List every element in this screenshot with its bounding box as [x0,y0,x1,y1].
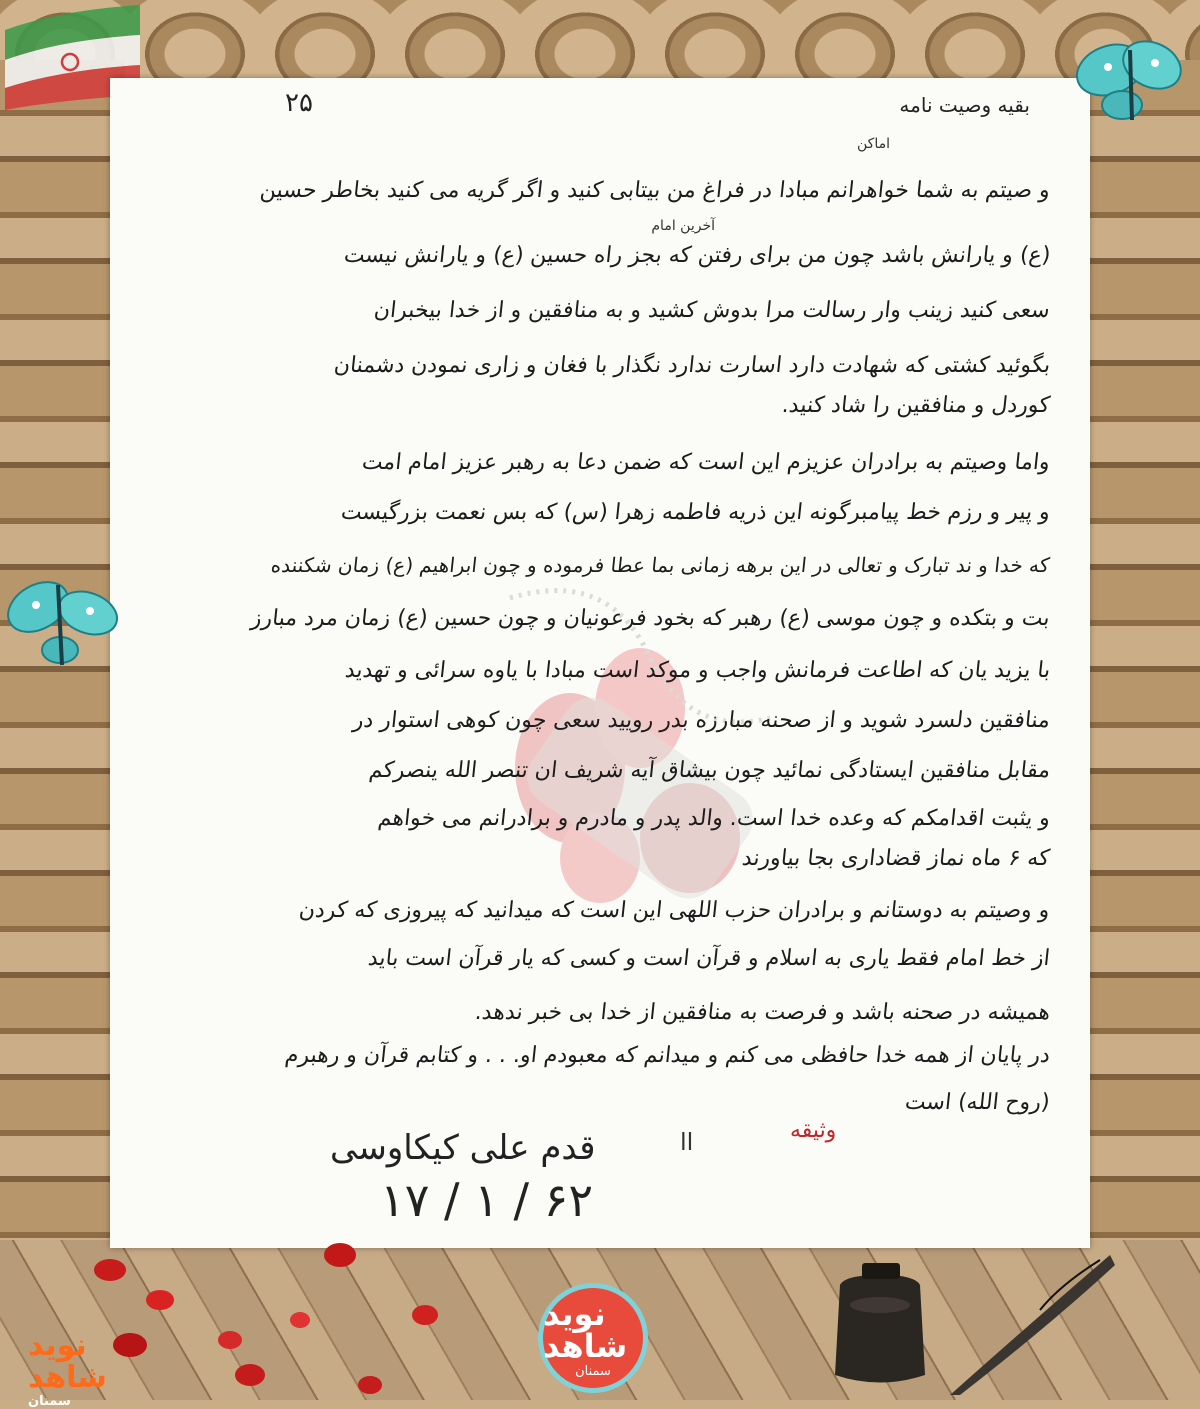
letter-line: سعی کنید زینب وار رسالت مرا بدوش کشید و به منافقین و از خدا بیخبران [372,298,1052,323]
letter-line: کوردل و منافقین را شاد کنید. [780,393,1052,418]
letter-line: در پایان از همه خدا حافظی می کنم و میدانم که معبودم او. . . و کتابم قرآن و رهبرم [283,1043,1052,1068]
margin-note: اماکن [857,136,890,152]
letter-line: و پیر و رزم خط پیامبرگونه این ذریه فاطمه زهرا (س) که بس نعمت بزرگیست [339,500,1052,525]
letter-line: با یزید یان که اطاعت فرمانش واجب و موکد است مبادا با یاوه سرائی و تهدید [343,658,1052,683]
butterfly-icon [0,565,125,675]
letter-line: مقابل منافقین ایستادگی نمائید چون بیشاق آیه شریف ان تنصر الله ینصرکم [367,758,1052,783]
letter-line: بگوئید کشتی که شهادت دارد اسارت ندارد نگذار با فغان و زاری نمودن دشمنان [332,353,1052,378]
rose-petals-icon [70,1240,470,1400]
signature-mark: اا [680,1128,694,1156]
letter-line: از خط امام فقط یاری به اسلام و قرآن است و کسی که یار قرآن است باید [366,946,1052,971]
interline-note: آخرین امام [651,218,715,234]
logo-text: نوید شاهد [543,1294,628,1365]
letter-line: و یثبت اقدامکم که وعده خدا است. والد پدر و مادرم و برادرانم می خواهم [376,806,1052,831]
letter-line: همیشه در صحنه باشد و فرصت به منافقین از خدا بی خبر ندهد. [473,1000,1052,1025]
logo-subtext: سمنان [575,1363,611,1379]
sandbag-frame-top [0,0,1200,90]
letter-line: که خدا و ند تبارک و تعالی در این برهه زمانی بما عطا فرموده و چون ابراهیم (ع) زمان شکننده [270,553,1052,577]
letter-line: واما وصیتم به برادران عزیزم این است که ضمن دعا به رهبر عزیز امام امت [360,450,1052,475]
letter-line: که ۶ ماه نماز قضاداری بجا بیاورند [740,846,1052,871]
inkwell-quill-icon [800,1245,1130,1400]
letter-paper [110,78,1090,1248]
handwritten-letter [180,78,1050,1248]
navid-shahed-logo [538,1283,648,1393]
letter-line: (ع) و یارانش باشد چون من برای رفتن که بجز راه حسین (ع) و یارانش نیست [342,243,1052,268]
letter-header: بقیه وصیت نامه [899,93,1030,117]
letter-line: (روح الله) است [904,1090,1052,1115]
signature-date: ۱۷ / ۱ / ۶۲ [380,1173,594,1227]
page-number: ۲۵ [285,88,313,118]
letter-line: و صیتم به شما خواهرانم مبادا در فراغ من بیتابی کنید و اگر گریه می کنید بخاطر حسین [258,178,1052,203]
letter-line: منافقین دلسرد شوید و از صحنه مبارزه بدر رویید سعی چون کوهی استوار در [351,708,1052,733]
corner-logo-subtext: سمنان [28,1394,71,1409]
corner-logo [28,1328,118,1409]
letter-line: بت و بتکده و چون موسی (ع) رهبر که بخود فرعونیان و چون حسین (ع) زمان مرد مبارز [249,606,1052,631]
corner-logo-text: نوید شاهد [28,1328,107,1395]
red-stamp-mark: وثیقه [790,1118,837,1143]
signature-name: قدم علی کیکاوسی [330,1128,596,1168]
butterfly-icon [1070,25,1190,135]
letter-line: و وصیتم به دوستانم و برادران حزب اللهی این است که میدانید که پیروزی که کردن [298,898,1052,923]
sandbag-frame-right [1090,60,1200,1260]
